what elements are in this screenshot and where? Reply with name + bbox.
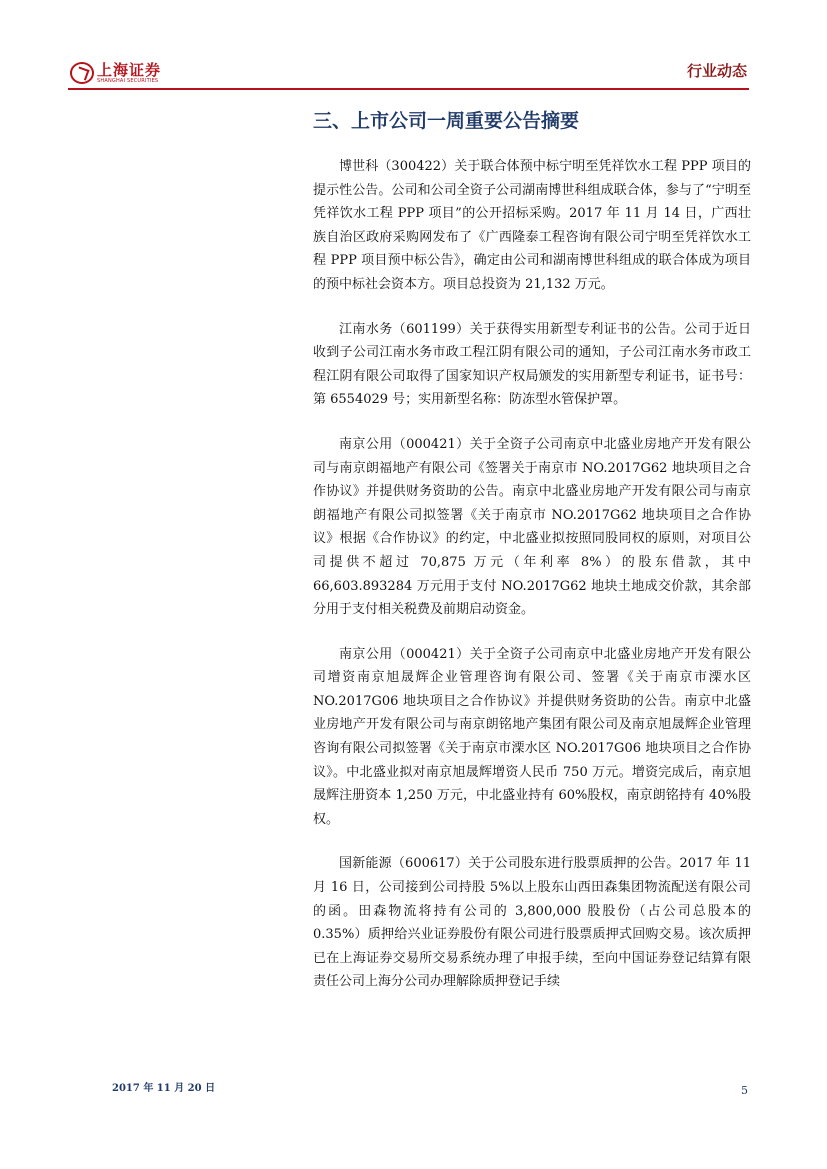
- logo-emblem-icon: [70, 62, 94, 84]
- logo-english-name: SHANGHAI SECURITIES: [97, 78, 159, 84]
- announcement-list: [313, 155, 751, 1015]
- page-header: [0, 0, 827, 92]
- announcement-paragraph: 博世科（300422）关于联合体预中标宁明至凭祥饮水工程 PPP 项目的提示性公告。公司和公司全资子公司湖南博世科组成联合体，参与了“宁明至凭祥饮水工程 PPP 项目”的公开招标采购。2017 年 11 月 14 日，广西壮族自治区政府采购网发布了《广西隆泰工程咨询有限公司宁明至凭祥饮水工程 PPP 项目预中标公告》，确定由公司和湖南博世科组成的联合体成为项目的预中标社会资本方。项目总投资为 21,132 万元。: [313, 159, 751, 292]
- section-title: 三、上市公司一周重要公告摘要: [313, 110, 580, 132]
- report-date: 2017 年 11 月 20 日: [112, 1083, 216, 1094]
- report-category-label: 行业动态: [686, 62, 747, 80]
- announcement-paragraph: 南京公用（000421）关于全资子公司南京中北盛业房地产开发有限公司与南京朗福地产有限公司《签署关于南京市 NO.2017G62 地块项目之合作协议》并提供财务资助的公告。南京中北盛业房地产开发有限公司与南京朗福地产有限公司拟签署《关于南京市 NO.2017G62 地块项目之合作协议》根据《合作协议》的约定，中北盛业拟按照同股同权的原则，对项目公司提供不超过 70,875 万元（年利率 8%）的股东借款，其中 66,603.893284 万元用于支付 NO.2017G62 地块土地成交价款，其余部分用于支付相关税费及前期启动资金。: [313, 436, 751, 618]
- announcement-paragraph: 南京公用（000421）关于全资子公司南京中北盛业房地产开发有限公司增资南京旭晟辉企业管理咨询有限公司、签署《关于南京市溧水区 NO.2017G06 地块项目之合作协议》并提供财务资助的公告。南京中北盛业房地产开发有限公司与南京朗铭地产集团有限公司及南京旭晟辉企业管理咨询有限公司拟签署《关于南京市溧水区 NO.2017G06 地块项目之合作协议》。中北盛业拟对南京旭晟辉增资人民币 750 万元。增资完成后，南京旭晟辉注册资本 1,250 万元，中北盛业持有 60%股权，南京朗铭持有 40%股权。: [313, 646, 751, 827]
- page-number: 5: [741, 1084, 748, 1097]
- company-logo: [70, 62, 161, 84]
- announcement-paragraph: 江南水务（601199）关于获得实用新型专利证书的公告。公司于近日收到子公司江南水务市政工程江阴有限公司的通知，子公司江南水务市政工程江阴有限公司取得了国家知识产权局颁发的实用新型专利证书，证书号：第 6554029 号；实用新型名称：防冻型水管保护罩。: [313, 321, 751, 408]
- announcement-paragraph: 国新能源（600617）关于公司股东进行股票质押的公告。2017 年 11 月 16 日，公司接到公司持股 5%以上股东山西田森集团物流配送有限公司的函。田森物流将持有公司的 3,800,000 股股份（占公司总股本的 0.35%）质押给兴业证券股份有限公司进行股票质押式回购交易。该次质押已在上海证券交易所交易系统办理了申报手续，至向中国证券登记结算有限责任公司上海分公司办理解除质押登记手续: [313, 856, 751, 990]
- header-divider: [68, 88, 749, 90]
- logo-chinese-name: 上海证券: [97, 61, 162, 79]
